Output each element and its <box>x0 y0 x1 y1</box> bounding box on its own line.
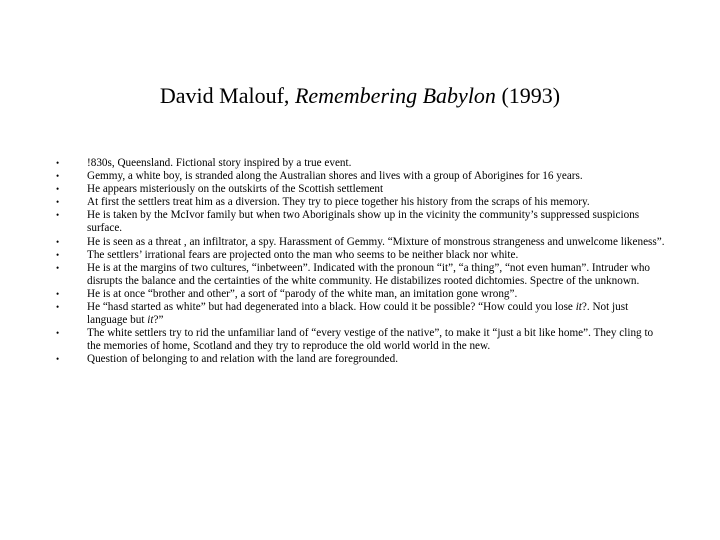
title-prefix: David Malouf, <box>159 83 295 108</box>
bullet-text: !830s, Queensland. Fictional story inspired by a true event. <box>87 157 352 169</box>
bullet-item <box>56 209 666 235</box>
title-book-name: Remembering Babylon <box>294 83 496 108</box>
bullet-text-italic: it <box>147 314 154 327</box>
bullet-text-part: ?. Not just language but <box>87 301 629 327</box>
title-year: (1993) <box>495 83 561 108</box>
bullet-text: He is at the margins of two cultures, “inbetween”. Indicated with the pronoun “it”, “a thing”, “not even human”. Intruder who disrupts the balance and the certainties of the white community. He distabilizes rooted dichtomies. Spectre of the unknown. <box>87 261 651 287</box>
bullet-item <box>56 157 666 170</box>
bullet-icon: • <box>56 328 60 339</box>
bullet-text: He is seen as a threat , an infiltrator, a spy. Harassment of Gemmy. “Mixture of monstrous strangeness and unwelcome likeness”. <box>87 235 665 248</box>
bullet-text: He is taken by the McIvor family but when two Aboriginals show up in the vicinity the community’s suppressed suspicions surface. <box>87 209 640 235</box>
bullet-icon: • <box>56 184 60 195</box>
bullet-icon: • <box>56 302 60 313</box>
bullet-icon: • <box>56 236 60 247</box>
bullet-text: Gemmy, a white boy, is stranded along the Australian shores and lives with a group of Aborigines for 16 years. <box>87 170 583 183</box>
bullet-icon: • <box>56 288 60 299</box>
bullet-item <box>56 249 666 262</box>
bullet-icon: • <box>56 249 60 260</box>
bullet-text: The settlers’ irrational fears are projected onto the man who seems to be neither black nor white. <box>87 248 519 261</box>
bullet-icon: • <box>56 171 60 182</box>
slide-title <box>0 82 720 110</box>
bullet-text: At first the settlers treat him as a diversion. They try to piece together his history from the scraps of his memory. <box>87 196 590 209</box>
bullet-icon: • <box>56 262 60 273</box>
bullet-text: Question of belonging to and relation with the land are foregrounded. <box>87 353 398 366</box>
bullet-item <box>56 262 666 288</box>
bullet-text-italic: it <box>575 301 582 314</box>
bullet-text <box>87 301 628 326</box>
bullet-item <box>56 353 666 366</box>
bullet-text: He is at once “brother and other”, a sort of “parody of the white man, an imitation gone wrong”. <box>87 287 518 300</box>
bullet-icon: • <box>56 354 60 365</box>
bullet-item <box>56 288 666 301</box>
bullet-text-part: ?” <box>153 314 164 327</box>
bullet-list <box>56 157 666 367</box>
bullet-item <box>56 301 666 327</box>
bullet-item <box>56 196 666 209</box>
bullet-icon: • <box>56 210 60 221</box>
bullet-icon: • <box>56 158 60 168</box>
bullet-text-part: He “hasd started as white” but had degenerated into a black. How could it be possible? “How could you lose <box>87 301 576 314</box>
bullet-item <box>56 183 666 196</box>
bullet-item <box>56 327 666 353</box>
bullet-text: He appears misteriously on the outskirts of the Scottish settlement <box>87 183 384 196</box>
bullet-item <box>56 170 666 183</box>
bullet-text: The white settlers try to rid the unfamiliar land of “every vestige of the native”, to make it “just a bit like home”. They cling to the memories of home, Scotland and they try to reproduce the old world world in the new. <box>87 327 654 353</box>
bullet-icon: • <box>56 197 60 208</box>
bullet-item <box>56 236 666 249</box>
